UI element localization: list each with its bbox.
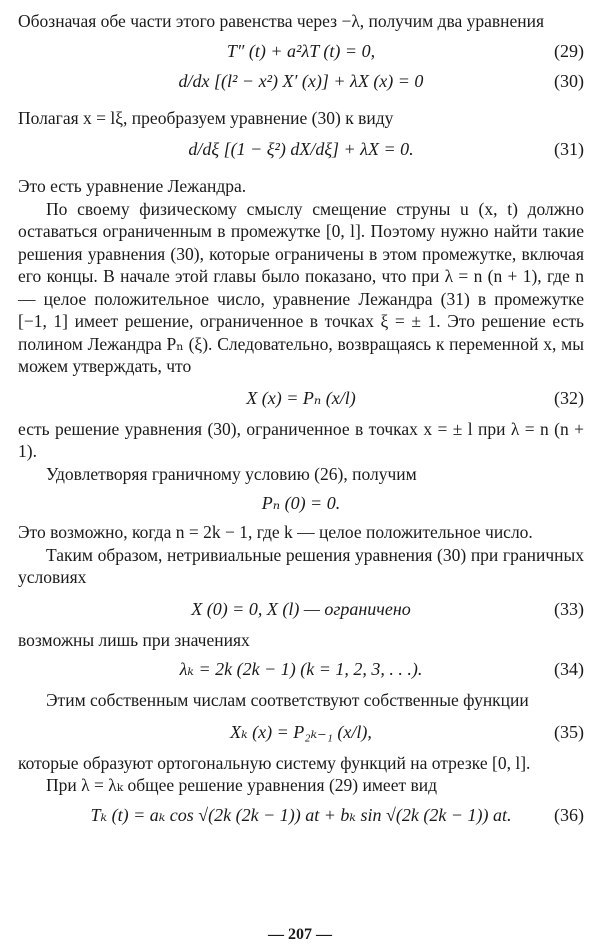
paragraph: Полагая x = lξ, преобразуем уравнение (30) к виду [18,107,394,128]
equation-29 [18,39,584,63]
equation-36 [18,803,584,827]
equation-number: (32) [554,387,584,408]
equation-32 [18,386,584,410]
equation-body: T″ (t) + a²λT (t) = 0, [226,40,376,61]
equation-body: Pₙ (0) = 0. [261,493,341,513]
equation-body: Tₖ (t) = aₖ cos √(2k (2k − 1)) at + bₖ sin √(2k (2k − 1)) at. [90,804,512,825]
paragraph: Обозначая обе части этого равенства через −λ, получим два уравнения [18,11,545,31]
paragraph: есть решение уравнения (30), ограниченное в точках x = ± l при λ = n (n + 1). [18,418,584,461]
paragraph: Этим собственным числам соответствуют собственные функции [46,690,529,710]
page-number: — 207 — [268,926,332,943]
equation-body: d/dx [(l² − x²) X′ (x)] + λX (x) = 0 [178,70,424,91]
paragraph: Удовлетворяя граничному условию (26), получим [46,463,417,484]
equation-number: (33) [554,598,584,619]
paragraph: Это возможно, когда n = 2k − 1, где k — целое положительное число. [18,522,533,542]
equation-body: X (0) = 0, X (l) — ограничено [191,598,411,619]
equation-body: Xₖ (x) = P₂ₖ₋₁ (x/l), [230,721,372,742]
equation-number: (36) [554,804,584,825]
equation-34 [18,657,584,681]
paragraph: При λ = λₖ общее решение уравнения (29) имеет вид [46,775,438,795]
paragraph: Таким образом, нетривиальные решения уравнения (30) при граничных условиях [18,544,584,587]
equation-body: λₖ = 2k (2k − 1) (k = 1, 2, 3, . . .). [179,659,423,679]
equation-number: (34) [554,659,584,679]
equation-body: X (x) = Pₙ (x/l) [246,387,356,408]
equation-number: (35) [554,721,584,742]
equation-number: (30) [554,70,584,91]
equation-31 [18,137,584,161]
paragraph: По своему физическому смыслу смещение струны u (x, t) должно оставаться ограниченным в промежутке [0, l]. Поэтому нужно найти такие решения уравнения (30), которые ограничены в этом промежутке, включая его концы. В начале этой главы было показано, что при λ = n (n + 1), где n — целое положительное число, уравнение Лежандра (31) в промежутке [−1, 1] имеет решение, ограниченное в точках ξ = ± 1. Это решение есть полином Лежандра Pₙ (ξ). Следовательно, возвращаясь к переменной x, мы можем утверждать, что [18,198,584,376]
equation-body: d/dξ [(1 − ξ²) dX/dξ] + λX = 0. [188,139,414,159]
paragraph: которые образуют ортогональную систему функций на отрезке [0, l]. [18,752,531,773]
equation-boundary [18,491,584,515]
equation-30 [18,69,584,93]
equation-33 [18,597,584,621]
paragraph: возможны лишь при значениях [18,629,250,650]
equation-35 [18,720,584,744]
paragraph: Это есть уравнение Лежандра. [18,176,247,196]
equation-number: (29) [554,40,584,61]
equation-number: (31) [554,139,584,159]
